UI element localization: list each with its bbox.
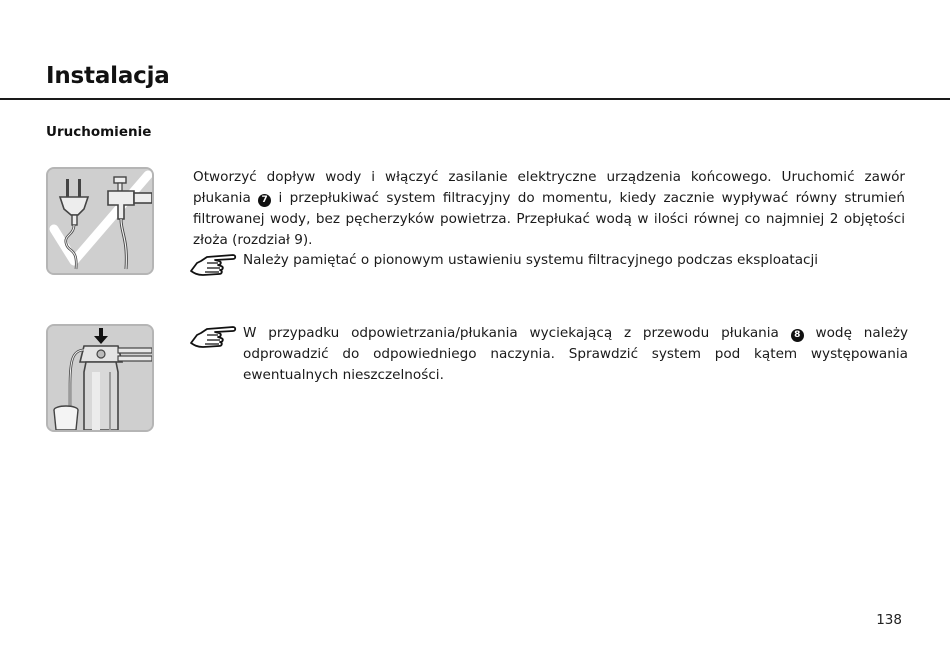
page-number: 138 bbox=[876, 612, 902, 628]
filter-venting-illustration bbox=[46, 324, 154, 432]
intro-paragraph bbox=[193, 167, 905, 251]
filter-venting-svg bbox=[48, 326, 152, 430]
intro-text-part1: Otworzyć dopływ wody i włączyć zasilanie elektryczne urządzenia końcowego. Uruchomić zawór płukania bbox=[193, 169, 905, 206]
plug-faucet-svg bbox=[48, 169, 152, 273]
pointing-hand-icon bbox=[189, 251, 237, 279]
page-title: Instalacja bbox=[46, 63, 170, 89]
section-heading: Uruchomienie bbox=[46, 124, 152, 140]
venting-paragraph bbox=[243, 323, 908, 386]
vertical-orientation-note: Należy pamiętać o pionowym ustawieniu systemu filtracyjnego podczas eksploatacji bbox=[243, 252, 819, 268]
flush-valve-number-badge: 7 bbox=[258, 194, 271, 207]
plug-and-faucet-illustration bbox=[46, 167, 154, 275]
vent-text-part2: wodę należy odprowadzić do odpowiedniego naczynia. Sprawdzić system pod kątem występowania ewentualnych nieszczelności. bbox=[243, 325, 908, 383]
vent-text-part1: W przypadku odpowietrzania/płukania wyciekającą z przewodu płukania bbox=[243, 325, 791, 341]
title-divider bbox=[0, 98, 950, 100]
intro-text-part2: i przepłukiwać system filtracyjny do momentu, kiedy zacznie wypływać równy strumień filtrowanej wody, bez pęcherzyków powietrza. Przepłukać wodą w ilości równej co najmniej 2 objętości złoża (rozdział 9). bbox=[193, 190, 905, 248]
pointing-hand-icon bbox=[189, 323, 237, 351]
flush-hose-number-badge: 8 bbox=[791, 329, 804, 342]
